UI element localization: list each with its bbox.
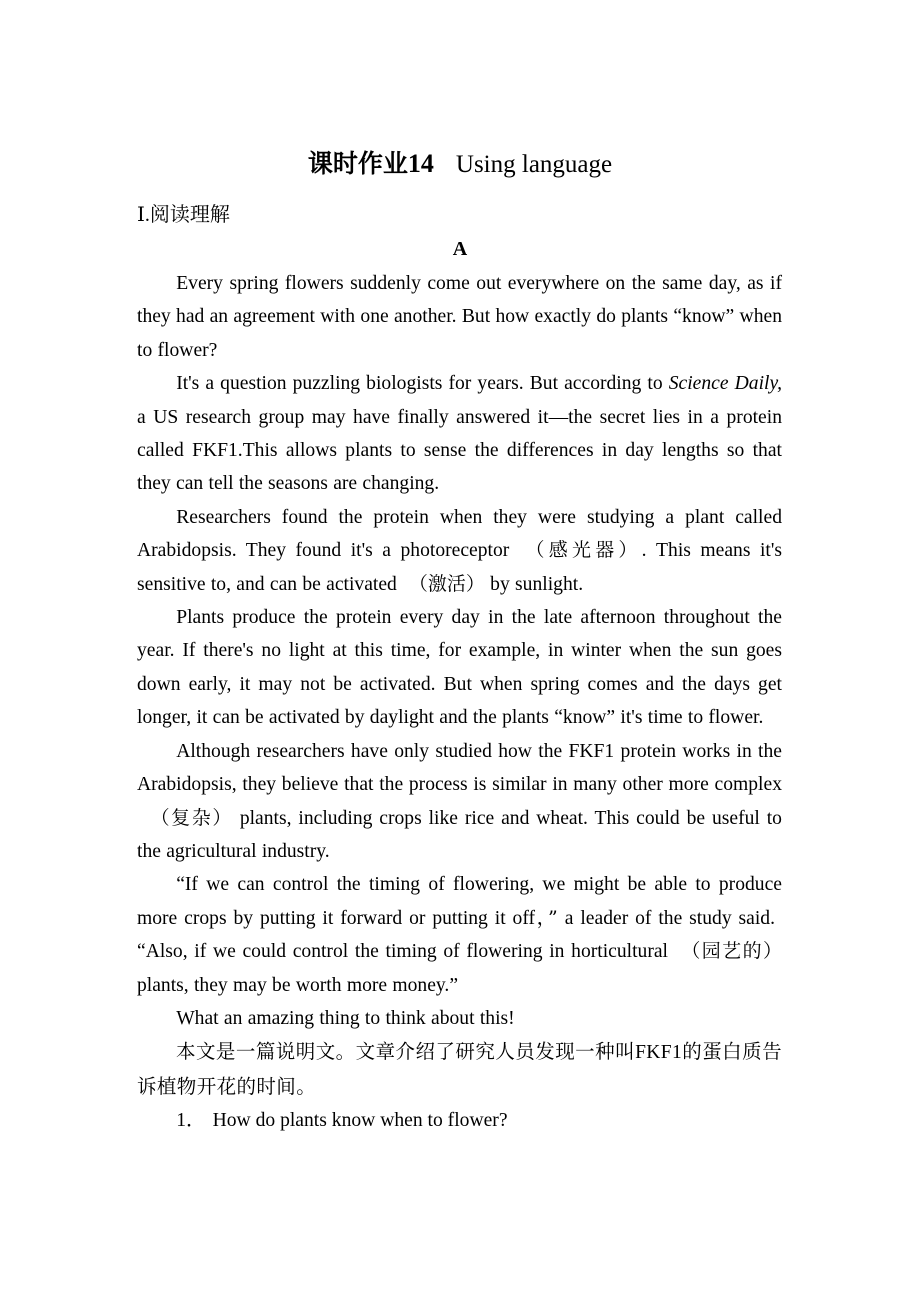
paragraph-2 [137, 367, 782, 501]
paragraph-3-seg1: Researchers found the protein when they were studying a plant called Arabidopsis. They found it's a photoreceptor [137, 506, 782, 562]
paragraph-2-lead: It's a question puzzling biologists for years. But according to [176, 373, 669, 395]
section-label-text: 阅读理解 [149, 202, 230, 226]
page-title-chinese: 课时作业 [307, 149, 408, 179]
gloss-complex: （复杂） [149, 806, 233, 829]
paragraph-2-tail: a US research group may have finally answered it—the secret lies in a protein called FKF1.This allows plants to sense the differences in day lengths so that they can tell the seasons are changing. [137, 406, 782, 495]
paragraph-6-seg1: “If we can control the timing of flowering, we might be able to produce more crops by putting it forward or putting it off， [137, 874, 782, 929]
chinese-summary [137, 1035, 782, 1104]
paragraph-4: Plants produce the protein every day in the late afternoon throughout the year. If there's no light at this time, for example, in winter when the sun goes down early, it may not be activated. But when spring comes and the days get longer, it can be activated by daylight and the plants “know” it's time to flower. [137, 607, 782, 729]
paragraph-6-seg3: a leader of the study said. [564, 907, 775, 929]
question-1-number: 1． [176, 1110, 206, 1132]
paragraph-6-seg5: plants, they may be worth more money.” [137, 974, 459, 996]
section-label [137, 200, 230, 229]
page-title-number: 14 [407, 149, 434, 179]
passage-body [137, 267, 782, 1138]
summary-seg2: 的蛋白质告诉植物开花的时间。 [137, 1040, 782, 1099]
gloss-photoreceptor: （感光器） [521, 539, 642, 562]
question-1 [137, 1104, 782, 1137]
paragraph-3-seg2: . This means it's sensitive to, and can be activated [137, 540, 782, 595]
source-name-italic: Science Daily, [668, 373, 782, 395]
gloss-activated: （激活） [408, 572, 485, 595]
paragraph-5 [137, 735, 782, 869]
paragraph-1: Every spring flowers suddenly come out everywhere on the same day, as if they had an agreement with one another. But how exactly do plants “know” when to flower? [137, 273, 782, 361]
summary-seg1: 本文是一篇说明文。文章介绍了研究人员发现一种叫 [176, 1040, 636, 1064]
paragraph-3-seg3: by sunlight. [484, 573, 584, 595]
paragraph-7: What an amazing thing to think about this! [176, 1007, 515, 1029]
section-numeral: Ⅰ [137, 204, 145, 226]
paragraph-6-close-quote: ” [548, 906, 558, 929]
paragraph-3 [137, 501, 782, 601]
page-title-english: Using language [455, 151, 613, 179]
paragraph-6-seg4: “Also, if we could control the timing of flowering in horticultural [137, 941, 668, 963]
gloss-horticultural: （园艺的） [680, 940, 782, 963]
paragraph-5-seg1: Although researchers have only studied how the FKF1 protein works in the Arabidopsis, they believe that the process is similar in many other more complex [137, 740, 782, 796]
paragraph-6 [137, 868, 782, 1002]
question-1-text: How do plants know when to flower? [212, 1110, 508, 1132]
passage-letter: A [452, 238, 468, 260]
page-title [137, 145, 783, 184]
summary-protein-name: FKF1 [635, 1042, 683, 1064]
section-dot: . [144, 204, 150, 226]
paragraph-5-seg2: plants, including crops like rice and wheat. This could be useful to the agricultural industry. [137, 807, 782, 862]
